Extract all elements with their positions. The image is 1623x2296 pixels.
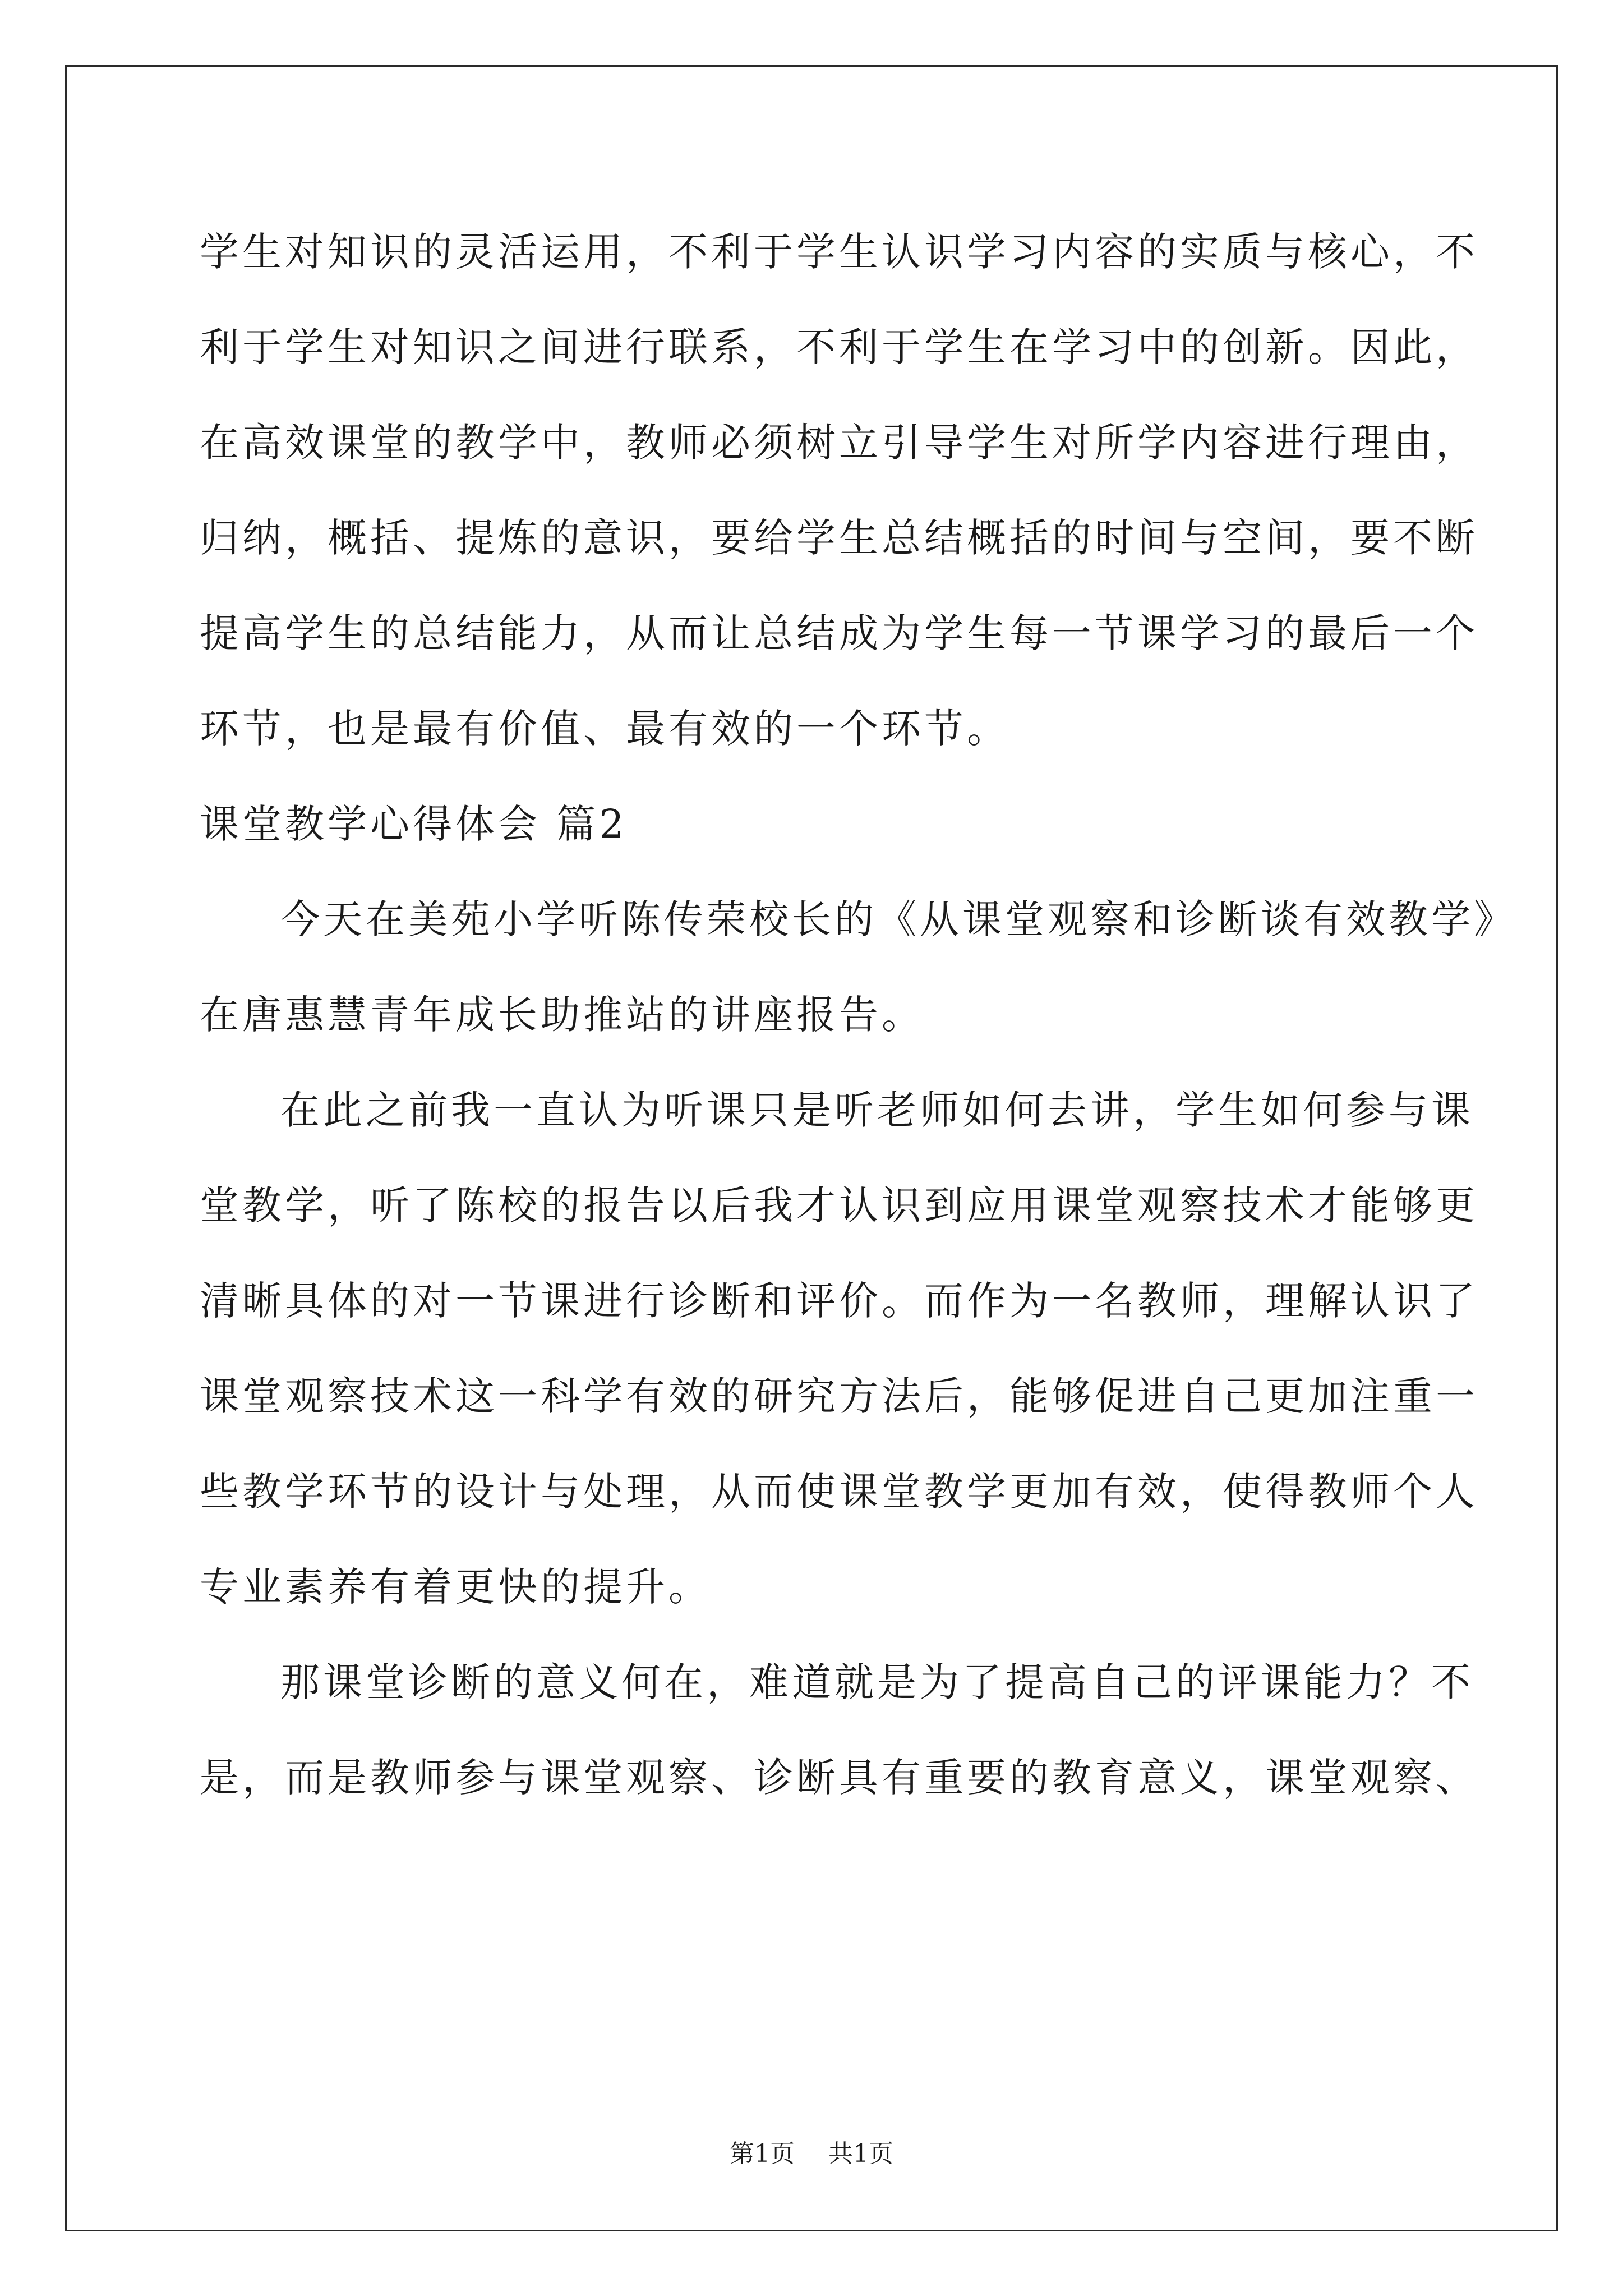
paragraph-line: 环节，也是最有价值、最有效的一个环节。 — [200, 706, 1009, 752]
paragraph-line: 是，而是教师参与课堂观察、诊断具有重要的教育意义，课堂观察、 — [200, 1755, 1478, 1801]
paragraph-line: 利于学生对知识之间进行联系，不利于学生在学习中的创新。因此， — [200, 324, 1478, 370]
page-footer — [0, 2139, 1623, 2168]
paragraph-line: 归纳，概括、提炼的意识，要给学生总结概括的时间与空间，要不断 — [200, 515, 1478, 561]
paragraph-line: 学生对知识的灵活运用，不利于学生认识学习内容的实质与核心，不 — [200, 229, 1478, 275]
paragraph-line: 在此之前我一直认为听课只是听老师如何去讲，学生如何参与课 — [280, 1087, 1474, 1133]
paragraph-line: 提高学生的总结能力，从而让总结成为学生每一节课学习的最后一个 — [200, 610, 1478, 656]
paragraph-line: 在唐惠慧青年成长助推站的讲座报告。 — [200, 992, 924, 1038]
paragraph-line: 今天在美苑小学听陈传荣校长的《从课堂观察和诊断谈有效教学》 — [280, 896, 1516, 942]
paragraph-line: 在高效课堂的教学中，教师必须树立引导学生对所学内容进行理由， — [200, 420, 1478, 466]
paragraph-line: 专业素养有着更快的提升。 — [200, 1564, 711, 1610]
paragraph-line: 那课堂诊断的意义何在，难道就是为了提高自己的评课能力？不 — [280, 1659, 1474, 1705]
paragraph-line: 堂教学，听了陈校的报告以后我才认识到应用课堂观察技术才能够更 — [200, 1182, 1478, 1228]
paragraph-line: 些教学环节的设计与处理，从而使课堂教学更加有效，使得教师个人 — [200, 1469, 1478, 1515]
paragraph-line: 清晰具体的对一节课进行诊断和评价。而作为一名教师，理解认识了 — [200, 1278, 1478, 1324]
paragraph-line: 课堂观察技术这一科学有效的研究方法后，能够促进自己更加注重一 — [200, 1373, 1478, 1419]
page-number: 第1页 — [730, 2139, 795, 2168]
page-border — [65, 65, 1558, 2231]
page-total: 共1页 — [828, 2139, 893, 2168]
section-heading: 课堂教学心得体会 篇2 — [200, 801, 628, 847]
